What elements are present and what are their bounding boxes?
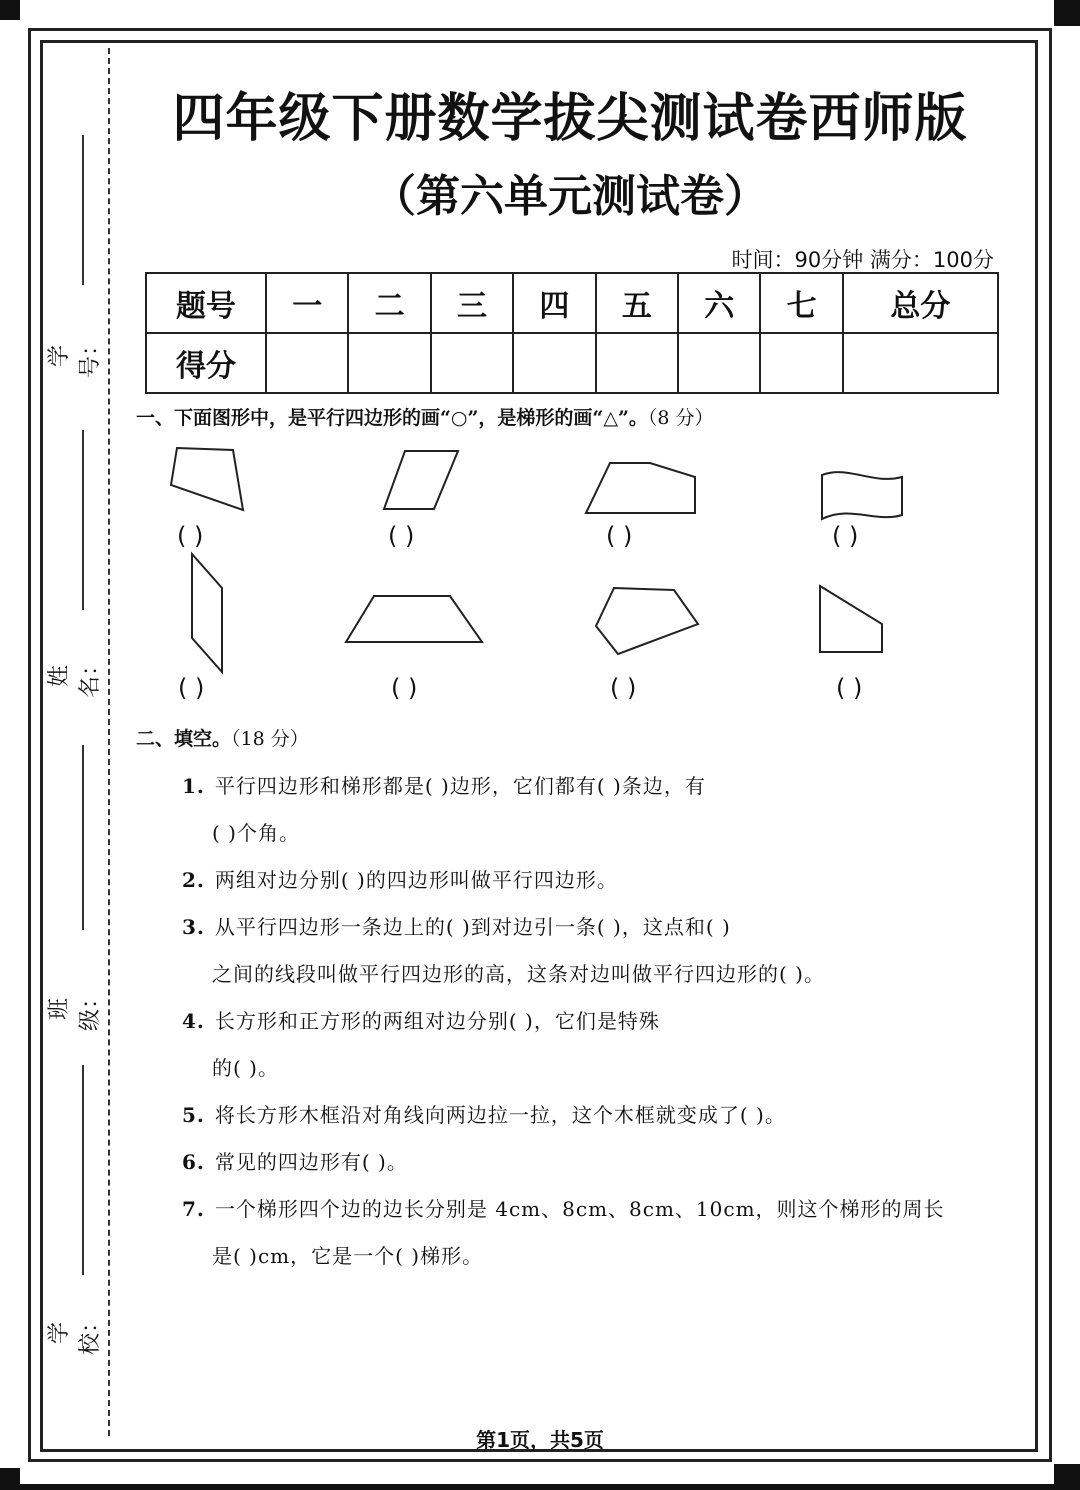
answer-blank[interactable]: ( ) [177, 522, 204, 550]
score-cell[interactable] [843, 333, 998, 393]
score-table-score-row [146, 333, 998, 393]
question-4 [182, 1005, 660, 1034]
page-title: 四年级下册数学拔尖测试卷西师版 [172, 89, 968, 149]
question-1 [182, 770, 706, 799]
name-label: 姓名： [47, 654, 103, 699]
column-header: 三 [431, 273, 513, 333]
question-text: ( )个角。 [212, 821, 300, 845]
section-1-points: （8 分） [647, 407, 714, 429]
school-line [82, 1065, 84, 1275]
school-label: 学校： [47, 1311, 103, 1356]
question-2 [182, 864, 618, 893]
score-header: 得分 [146, 333, 266, 393]
section-1-heading [136, 403, 714, 430]
answer-blank[interactable]: ( ) [388, 522, 415, 550]
question-text: 是( )cm，它是一个( )梯形。 [212, 1244, 484, 1268]
binding-dashed-line [108, 48, 110, 1436]
question-5 [182, 1099, 786, 1128]
score-cell[interactable] [431, 333, 513, 393]
column-header: 二 [348, 273, 430, 333]
class-line [82, 745, 84, 930]
student-id-label: 学号： [47, 334, 103, 379]
question-number: 4. [182, 1009, 205, 1033]
question-text: 长方形和正方形的两组对边分别( )，它们是特殊 [214, 1009, 660, 1033]
question-7-continued [212, 1240, 483, 1269]
answer-blank[interactable]: ( ) [606, 522, 633, 550]
question-3-continued [212, 958, 825, 987]
question-1-continued [212, 817, 300, 846]
answer-blank[interactable]: ( ) [610, 674, 637, 702]
question-number: 5. [182, 1103, 205, 1127]
question-number-header: 题号 [146, 273, 266, 333]
bottom-edge [20, 1484, 1054, 1490]
page-subtitle: （第六单元测试卷） [372, 171, 768, 222]
corner-mark [0, 1468, 20, 1490]
shape-irregular-quadrilateral [165, 440, 255, 520]
shape-pentagon-wide [582, 455, 702, 521]
question-6 [182, 1146, 408, 1175]
question-4-continued [212, 1052, 279, 1081]
question-number: 2. [182, 868, 205, 892]
name-line [82, 430, 84, 610]
question-text: 之间的线段叫做平行四边形的高，这条对边叫做平行四边形的( )。 [212, 962, 825, 986]
corner-mark [1054, 0, 1080, 26]
score-cell[interactable] [678, 333, 760, 393]
score-cell[interactable] [348, 333, 430, 393]
question-number: 1. [182, 774, 205, 798]
column-header: 六 [678, 273, 760, 333]
corner-mark [0, 0, 20, 20]
question-number: 3. [182, 915, 205, 939]
section-1-title: 一、下面图形中，是平行四边形的画“○”，是梯形的画“△”。 [136, 407, 648, 429]
score-cell[interactable] [266, 333, 348, 393]
corner-mark [1054, 1464, 1080, 1490]
shape-parallelogram [380, 445, 470, 515]
answer-blank[interactable]: ( ) [836, 674, 863, 702]
question-3 [182, 911, 731, 940]
score-cell[interactable] [596, 333, 678, 393]
page-footer: 第1页，共5页 [476, 1428, 604, 1452]
student-id-line [82, 135, 84, 285]
section-2-points: （18 分） [231, 728, 309, 750]
section-2-title: 二、填空。 [136, 728, 232, 750]
question-text: 常见的四边形有( )。 [214, 1150, 408, 1174]
section-2-heading [136, 724, 309, 751]
question-number: 6. [182, 1150, 205, 1174]
question-text: 一个梯形四个边的边长分别是 4cm、8cm、8cm、10cm，则这个梯形的周长 [214, 1197, 945, 1221]
time-info: 时间：90分钟 满分：100分 [731, 248, 994, 272]
question-text: 的( )。 [212, 1056, 279, 1080]
answer-blank[interactable]: ( ) [391, 674, 418, 702]
column-header: 五 [596, 273, 678, 333]
question-text: 从平行四边形一条边上的( )到对边引一条( )，这点和( ) [214, 915, 731, 939]
question-text: 将长方形木框沿对角线向两边拉一拉，这个木框就变成了( )。 [214, 1103, 786, 1127]
score-table-header-row [146, 273, 998, 333]
score-table [145, 272, 999, 394]
question-7 [182, 1193, 945, 1222]
shape-right-trapezoid [814, 580, 888, 658]
question-number: 7. [182, 1197, 205, 1221]
answer-blank[interactable]: ( ) [178, 674, 205, 702]
column-header: 四 [513, 273, 595, 333]
shape-trapezoid [342, 590, 487, 650]
question-text: 平行四边形和梯形都是( )边形，它们都有( )条边，有 [214, 774, 706, 798]
class-label: 班级： [47, 987, 103, 1032]
score-cell[interactable] [760, 333, 842, 393]
shape-curved-quadrilateral [818, 463, 908, 525]
shape-tall-parallelogram [186, 548, 230, 678]
column-header: 总分 [843, 273, 998, 333]
question-text: 两组对边分别( )的四边形叫做平行四边形。 [214, 868, 618, 892]
column-header: 一 [266, 273, 348, 333]
answer-blank[interactable]: ( ) [832, 522, 859, 550]
score-cell[interactable] [513, 333, 595, 393]
shape-pentagon [592, 582, 702, 662]
column-header: 七 [760, 273, 842, 333]
